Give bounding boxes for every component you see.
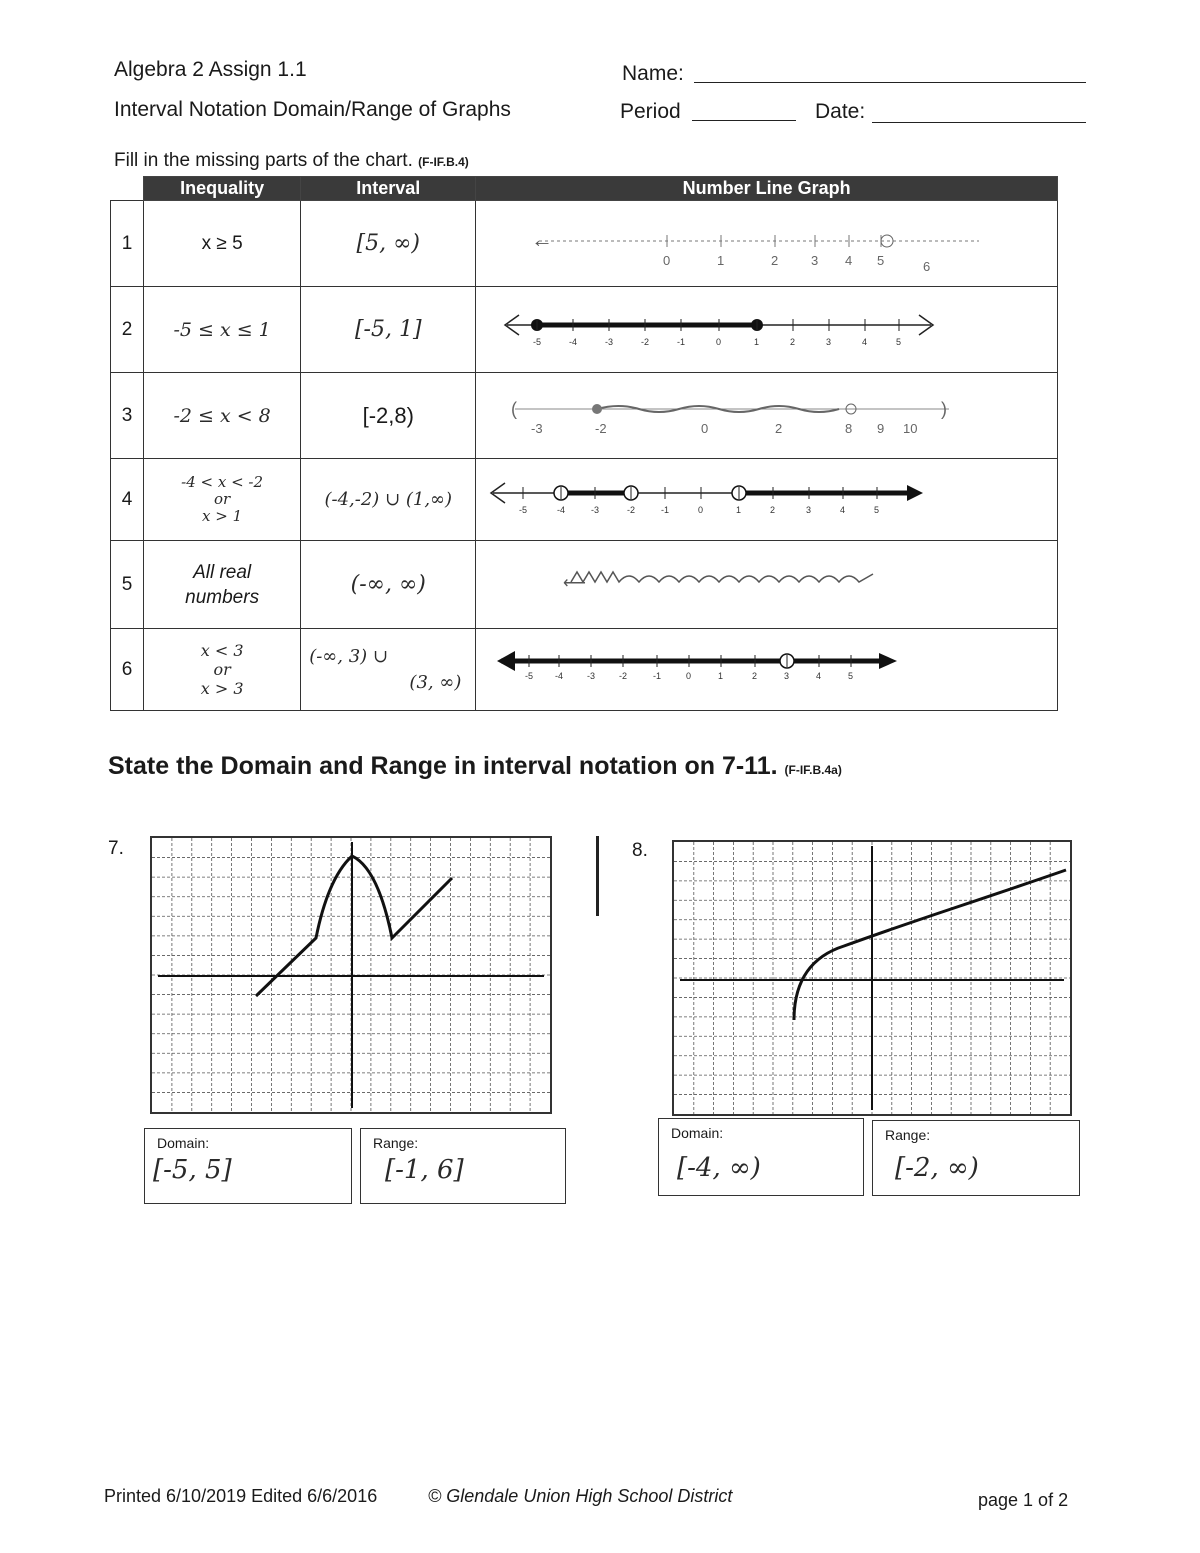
number-line-graph (479, 201, 1055, 281)
name-label: Name: (622, 62, 684, 85)
row-number: 3 (111, 373, 144, 459)
worksheet-title: Algebra 2 Assign 1.1 (114, 58, 307, 81)
date-label: Date: (815, 100, 866, 123)
row-number: 6 (111, 629, 144, 711)
tick-label: 3 (783, 671, 789, 681)
inequality-line: numbers (185, 586, 260, 608)
domain-box[interactable] (144, 1128, 352, 1204)
tick-label: -2 (640, 337, 649, 347)
tick-label: -3 (604, 337, 613, 347)
chart-row (111, 201, 1058, 287)
left-arrow-icon: ( (510, 399, 517, 419)
tick-label: -5 (518, 505, 527, 515)
interval-line: (-∞, 3) ∪ (309, 645, 389, 667)
tick-label: -1 (676, 337, 685, 347)
inequality-cell[interactable]: -2 ≤ x < 8 (144, 373, 301, 459)
graph-8 (672, 840, 1072, 1116)
row-number: 4 (111, 459, 144, 541)
tick-label: 10 (902, 421, 918, 436)
domain-answer[interactable]: [-5, 5] (153, 1155, 232, 1185)
period-blank[interactable] (692, 120, 796, 121)
inequality-line: -4 < x < -2 (181, 473, 264, 491)
number-line-graph (479, 629, 1055, 705)
instructions-standard: (F-IF.B.4) (418, 155, 469, 169)
domain-answer[interactable]: [-4, ∞) (677, 1153, 761, 1183)
range-answer[interactable]: [-2, ∞) (895, 1153, 979, 1183)
tick-label: -5 (524, 671, 533, 681)
tick-label: -3 (590, 505, 599, 515)
inequality-line: or (213, 660, 231, 679)
date-blank[interactable] (872, 122, 1086, 123)
range-label: Range: (373, 1135, 419, 1151)
tick-label: 3 (810, 253, 818, 268)
divider (596, 836, 599, 916)
left-arrow-icon: ⟵ (562, 575, 586, 592)
header-interval: Interval (301, 177, 476, 201)
tick-label: 2 (751, 671, 757, 681)
tick-label: 9 (876, 421, 884, 436)
number-line-graph (479, 287, 1055, 367)
right-arrow-icon: ) (940, 399, 947, 419)
interval-chart (110, 176, 1058, 711)
tick-label: -2 (626, 505, 635, 515)
row-number: 1 (111, 201, 144, 287)
chart-header-row (111, 177, 1058, 201)
inequality-cell (144, 541, 301, 629)
footer-copyright: © Glendale Union High School District (428, 1486, 733, 1506)
interval-cell[interactable]: (-4,-2) ∪ (1,∞) (301, 459, 476, 541)
number-line-cell[interactable] (476, 373, 1058, 459)
range-box[interactable] (872, 1120, 1080, 1196)
tick-label: 3 (805, 505, 811, 515)
footer-printed: Printed 6/10/2019 Edited 6/6/2016 (104, 1486, 378, 1506)
tick-label: -5 (532, 337, 541, 347)
tick-label: -4 (554, 671, 563, 681)
tick-label: 2 (769, 505, 775, 515)
shaded-segment (571, 572, 873, 582)
tick-label: 0 (715, 337, 721, 347)
domain-label: Domain: (157, 1135, 210, 1151)
chart-row (111, 541, 1058, 629)
tick-label: -1 (652, 671, 661, 681)
inequality-line: x < 3 (200, 641, 244, 660)
chart-row (111, 373, 1058, 459)
inequality-cell[interactable] (144, 459, 301, 541)
range-answer[interactable]: [-1, 6] (385, 1155, 464, 1185)
row-number: 5 (111, 541, 144, 629)
range-label: Range: (885, 1127, 931, 1143)
chart-row (111, 287, 1058, 373)
tick-label: 0 (697, 505, 703, 515)
inequality-cell: x ≥ 5 (144, 201, 301, 287)
tick-label: -2 (618, 671, 627, 681)
interval-cell[interactable]: (-∞, ∞) (301, 541, 476, 629)
number-line-graph (479, 542, 1055, 622)
tick-label: -1 (660, 505, 669, 515)
function-graph (152, 838, 550, 1112)
interval-cell[interactable] (301, 629, 476, 711)
tick-label: 5 (895, 337, 901, 347)
row-number: 2 (111, 287, 144, 373)
left-arrow-icon (497, 651, 515, 671)
inequality-cell[interactable] (144, 629, 301, 711)
tick-label: 5 (876, 253, 884, 268)
number-line-cell[interactable] (476, 459, 1058, 541)
problem-number: 7. (108, 838, 124, 859)
section-title-text: State the Domain and Range in interval notation on 7-11. (108, 752, 778, 780)
tick-label: 4 (815, 671, 821, 681)
tick-label: 1 (735, 505, 741, 515)
tick-label: 4 (844, 253, 852, 268)
tick-label: 1 (753, 337, 759, 347)
tick-label: 2 (789, 337, 795, 347)
interval-cell[interactable]: [-5, 1] (301, 287, 476, 373)
footer-page: page 1 of 2 (978, 1490, 1069, 1510)
interval-line: (3, ∞) (409, 671, 462, 693)
tick-label: 6 (922, 259, 930, 274)
tick-label: 3 (825, 337, 831, 347)
tick-label: 0 (700, 421, 708, 436)
tick-label: 0 (662, 253, 670, 268)
inequality-line: x > 1 (202, 507, 243, 525)
domain-box[interactable] (658, 1118, 864, 1196)
inequality-line: x > 3 (200, 679, 244, 698)
chart-row (111, 459, 1058, 541)
section-standard: (F-IF.B.4a) (784, 763, 842, 777)
number-line-cell[interactable] (476, 201, 1058, 287)
function-graph (674, 842, 1070, 1114)
right-arrow-icon (879, 653, 897, 669)
tick-label: 0 (685, 671, 691, 681)
range-box[interactable] (360, 1128, 566, 1204)
interval-cell[interactable]: [5, ∞) (301, 201, 476, 287)
chart-row (111, 629, 1058, 711)
inequality-line: All real (193, 561, 252, 583)
tick-label: 5 (847, 671, 853, 681)
tick-label: -3 (586, 671, 595, 681)
header-inequality: Inequality (144, 177, 301, 201)
tick-label: 5 (873, 505, 879, 515)
problem-number: 8. (632, 840, 648, 861)
interval-cell: [-2,8) (301, 373, 476, 459)
instructions-text: Fill in the missing parts of the chart. (114, 150, 413, 171)
tick-label: 1 (716, 253, 724, 268)
name-blank[interactable] (694, 82, 1086, 83)
tick-label: 1 (717, 671, 723, 681)
header-blank (111, 177, 144, 201)
tick-label: 8 (844, 421, 852, 436)
tick-label: -2 (594, 421, 607, 436)
header-number-line: Number Line Graph (476, 177, 1058, 201)
tick-label: 2 (770, 253, 778, 268)
number-line-graph (479, 373, 1055, 453)
worksheet-subtitle: Interval Notation Domain/Range of Graphs (114, 98, 511, 121)
section-title (108, 752, 842, 781)
domain-label: Domain: (671, 1125, 724, 1141)
period-label: Period (620, 100, 681, 123)
tick-label: 2 (774, 421, 782, 436)
left-arrow-icon: ← (530, 227, 553, 252)
graph-7 (150, 836, 552, 1114)
number-line-cell[interactable] (476, 287, 1058, 373)
instructions (114, 150, 469, 172)
tick-label: -4 (556, 505, 565, 515)
closed-endpoint (592, 404, 602, 414)
inequality-cell[interactable]: -5 ≤ x ≤ 1 (144, 287, 301, 373)
number-line-graph (479, 459, 1055, 535)
number-line-cell[interactable] (476, 629, 1058, 711)
number-line-cell[interactable] (476, 541, 1058, 629)
inequality-line: or (214, 490, 231, 508)
tick-label: -4 (568, 337, 577, 347)
tick-label: 4 (861, 337, 867, 347)
tick-label: 4 (839, 505, 845, 515)
tick-label: -3 (530, 421, 543, 436)
